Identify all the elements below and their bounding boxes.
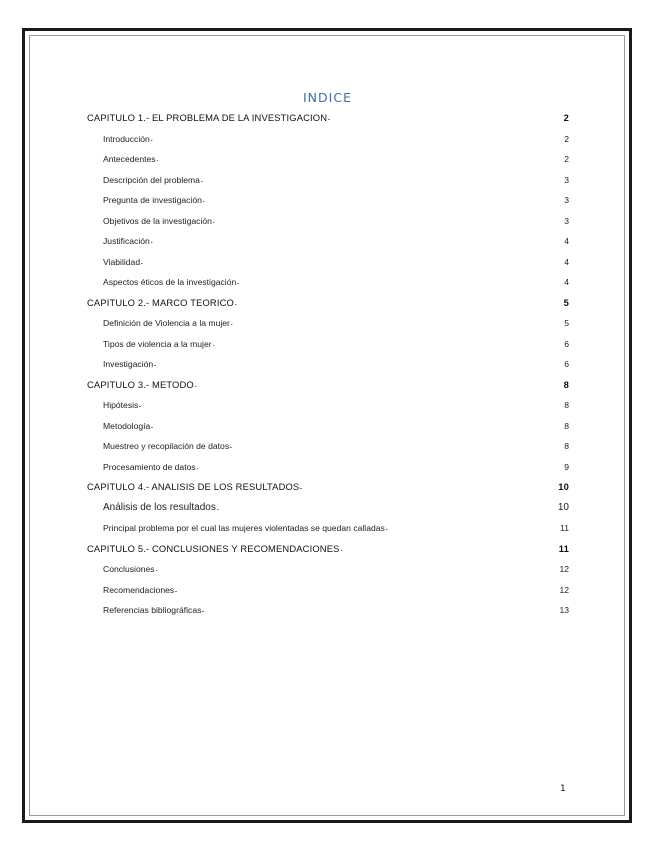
toc-entry-page: 8 <box>564 400 569 410</box>
toc-entry-label: Viabilidad <box>103 256 141 267</box>
toc-entry-page: 2 <box>563 112 569 123</box>
table-of-contents <box>87 108 569 621</box>
toc-entry-label: Antecedentes <box>103 154 156 164</box>
toc-section-entry[interactable] <box>87 580 569 601</box>
toc-entry-page: 8 <box>564 420 569 431</box>
toc-entry-page: 13 <box>559 605 569 615</box>
toc-entry-label: Tipos de violencia a la mujer <box>103 338 212 349</box>
toc-entry-page: 10 <box>558 481 569 492</box>
toc-entry-label: Investigación <box>103 359 154 369</box>
toc-entry-page: 4 <box>564 236 569 246</box>
toc-entry-page: 4 <box>564 277 569 287</box>
toc-entry-page: 3 <box>564 174 569 185</box>
toc-entry-label: Descripción del problema <box>103 174 200 185</box>
toc-entry-page: 9 <box>564 461 569 472</box>
toc-section-entry[interactable] <box>87 518 569 539</box>
toc-chapter-entry[interactable] <box>87 477 569 498</box>
toc-entry-label: Referencias bibliográficas <box>103 605 202 615</box>
toc-entry-label: Análisis de los resultados <box>103 501 216 513</box>
toc-entry-page: 5 <box>564 318 569 328</box>
toc-entry-label: Aspectos éticos de la investigación <box>103 277 237 287</box>
toc-entry-page: 12 <box>559 584 569 595</box>
toc-section-entry[interactable] <box>87 252 569 273</box>
toc-leader-dots <box>231 312 560 334</box>
toc-title: INDICE <box>303 90 352 105</box>
toc-leader-dots <box>139 394 560 416</box>
toc-leader-dots <box>235 292 560 314</box>
toc-chapter-entry[interactable] <box>87 108 569 129</box>
toc-entry-label: Conclusiones <box>103 564 155 574</box>
toc-leader-dots <box>300 476 557 498</box>
toc-entry-page: 5 <box>563 296 569 308</box>
toc-section-entry[interactable] <box>87 354 569 375</box>
toc-entry-page: 2 <box>564 154 569 164</box>
toc-entry-page: 2 <box>564 133 569 144</box>
page-number: 1 <box>560 784 566 794</box>
toc-section-entry[interactable] <box>87 272 569 293</box>
toc-entry-label: Objetivos de la investigación <box>103 215 212 226</box>
toc-leader-dots <box>195 374 560 396</box>
toc-chapter-entry[interactable] <box>87 375 569 396</box>
toc-section-entry[interactable] <box>87 129 569 150</box>
toc-section-entry[interactable] <box>87 457 569 478</box>
toc-chapter-entry[interactable] <box>87 539 569 560</box>
toc-leader-dots <box>203 189 560 211</box>
toc-entry-label: CAPITULO 2.- MARCO TEORICO <box>87 296 234 308</box>
toc-entry-label: CAPITULO 1.- EL PROBLEMA DE LA INVESTIGACION <box>87 112 328 123</box>
toc-entry-label: Procesamiento de datos <box>103 461 196 472</box>
toc-leader-dots <box>213 210 560 232</box>
toc-entry-page: 8 <box>564 441 569 451</box>
toc-entry-label: CAPITULO 3.- METODO <box>87 378 194 390</box>
toc-entry-label: Hipótesis <box>103 400 139 410</box>
toc-entry-page: 6 <box>564 359 569 369</box>
toc-entry-label: Justificación <box>103 236 150 246</box>
toc-leader-dots <box>151 128 560 150</box>
toc-section-entry[interactable] <box>87 498 569 519</box>
toc-entry-label: Recomendaciones <box>103 584 175 595</box>
toc-section-entry[interactable] <box>87 416 569 437</box>
toc-section-entry[interactable] <box>87 436 569 457</box>
toc-leader-dots <box>237 271 560 293</box>
toc-leader-dots <box>230 435 560 457</box>
toc-entry-page: 6 <box>564 338 569 349</box>
toc-leader-dots <box>156 558 559 580</box>
toc-entry-page: 11 <box>558 542 569 554</box>
toc-entry-label: Muestreo y recopilación de datos <box>103 441 230 451</box>
toc-leader-dots <box>386 517 559 539</box>
toc-leader-dots <box>175 579 558 601</box>
toc-leader-dots <box>341 538 558 560</box>
toc-entry-label: Metodología <box>103 420 151 431</box>
toc-leader-dots <box>197 456 560 478</box>
toc-section-entry[interactable] <box>87 190 569 211</box>
toc-entry-label: CAPITULO 4.- ANALISIS DE LOS RESULTADOS <box>87 481 300 492</box>
toc-leader-dots <box>202 599 558 621</box>
toc-section-entry[interactable] <box>87 211 569 232</box>
toc-entry-page: 3 <box>564 215 569 226</box>
toc-entry-page: 11 <box>560 523 569 533</box>
toc-leader-dots <box>217 498 557 519</box>
toc-section-entry[interactable] <box>87 334 569 355</box>
toc-leader-dots <box>141 251 560 273</box>
toc-leader-dots <box>154 353 560 375</box>
toc-section-entry[interactable] <box>87 559 569 580</box>
toc-entry-label: Pregunta de investigación <box>103 195 202 205</box>
toc-entry-page: 8 <box>563 378 569 390</box>
toc-leader-dots <box>328 107 560 129</box>
toc-leader-dots <box>151 230 560 252</box>
toc-entry-label: Introducción <box>103 133 150 144</box>
toc-entry-page: 12 <box>559 564 569 574</box>
toc-section-entry[interactable] <box>87 149 569 170</box>
toc-section-entry[interactable] <box>87 313 569 334</box>
toc-section-entry[interactable] <box>87 600 569 621</box>
toc-section-entry[interactable] <box>87 395 569 416</box>
toc-section-entry[interactable] <box>87 170 569 191</box>
toc-leader-dots <box>201 169 560 191</box>
toc-entry-page: 4 <box>564 256 569 267</box>
toc-entry-label: Principal problema por el cual las mujeres violentadas se quedan calladas <box>103 523 385 533</box>
toc-section-entry[interactable] <box>87 231 569 252</box>
toc-entry-label: CAPITULO 5.- CONCLUSIONES Y RECOMENDACIONES <box>87 542 340 554</box>
toc-leader-dots <box>157 148 560 170</box>
toc-leader-dots <box>213 333 560 355</box>
toc-chapter-entry[interactable] <box>87 293 569 314</box>
toc-entry-page: 3 <box>564 195 569 205</box>
toc-entry-label: Definición de Violencia a la mujer <box>103 318 230 328</box>
toc-entry-page: 10 <box>557 501 569 513</box>
toc-leader-dots <box>151 415 560 437</box>
